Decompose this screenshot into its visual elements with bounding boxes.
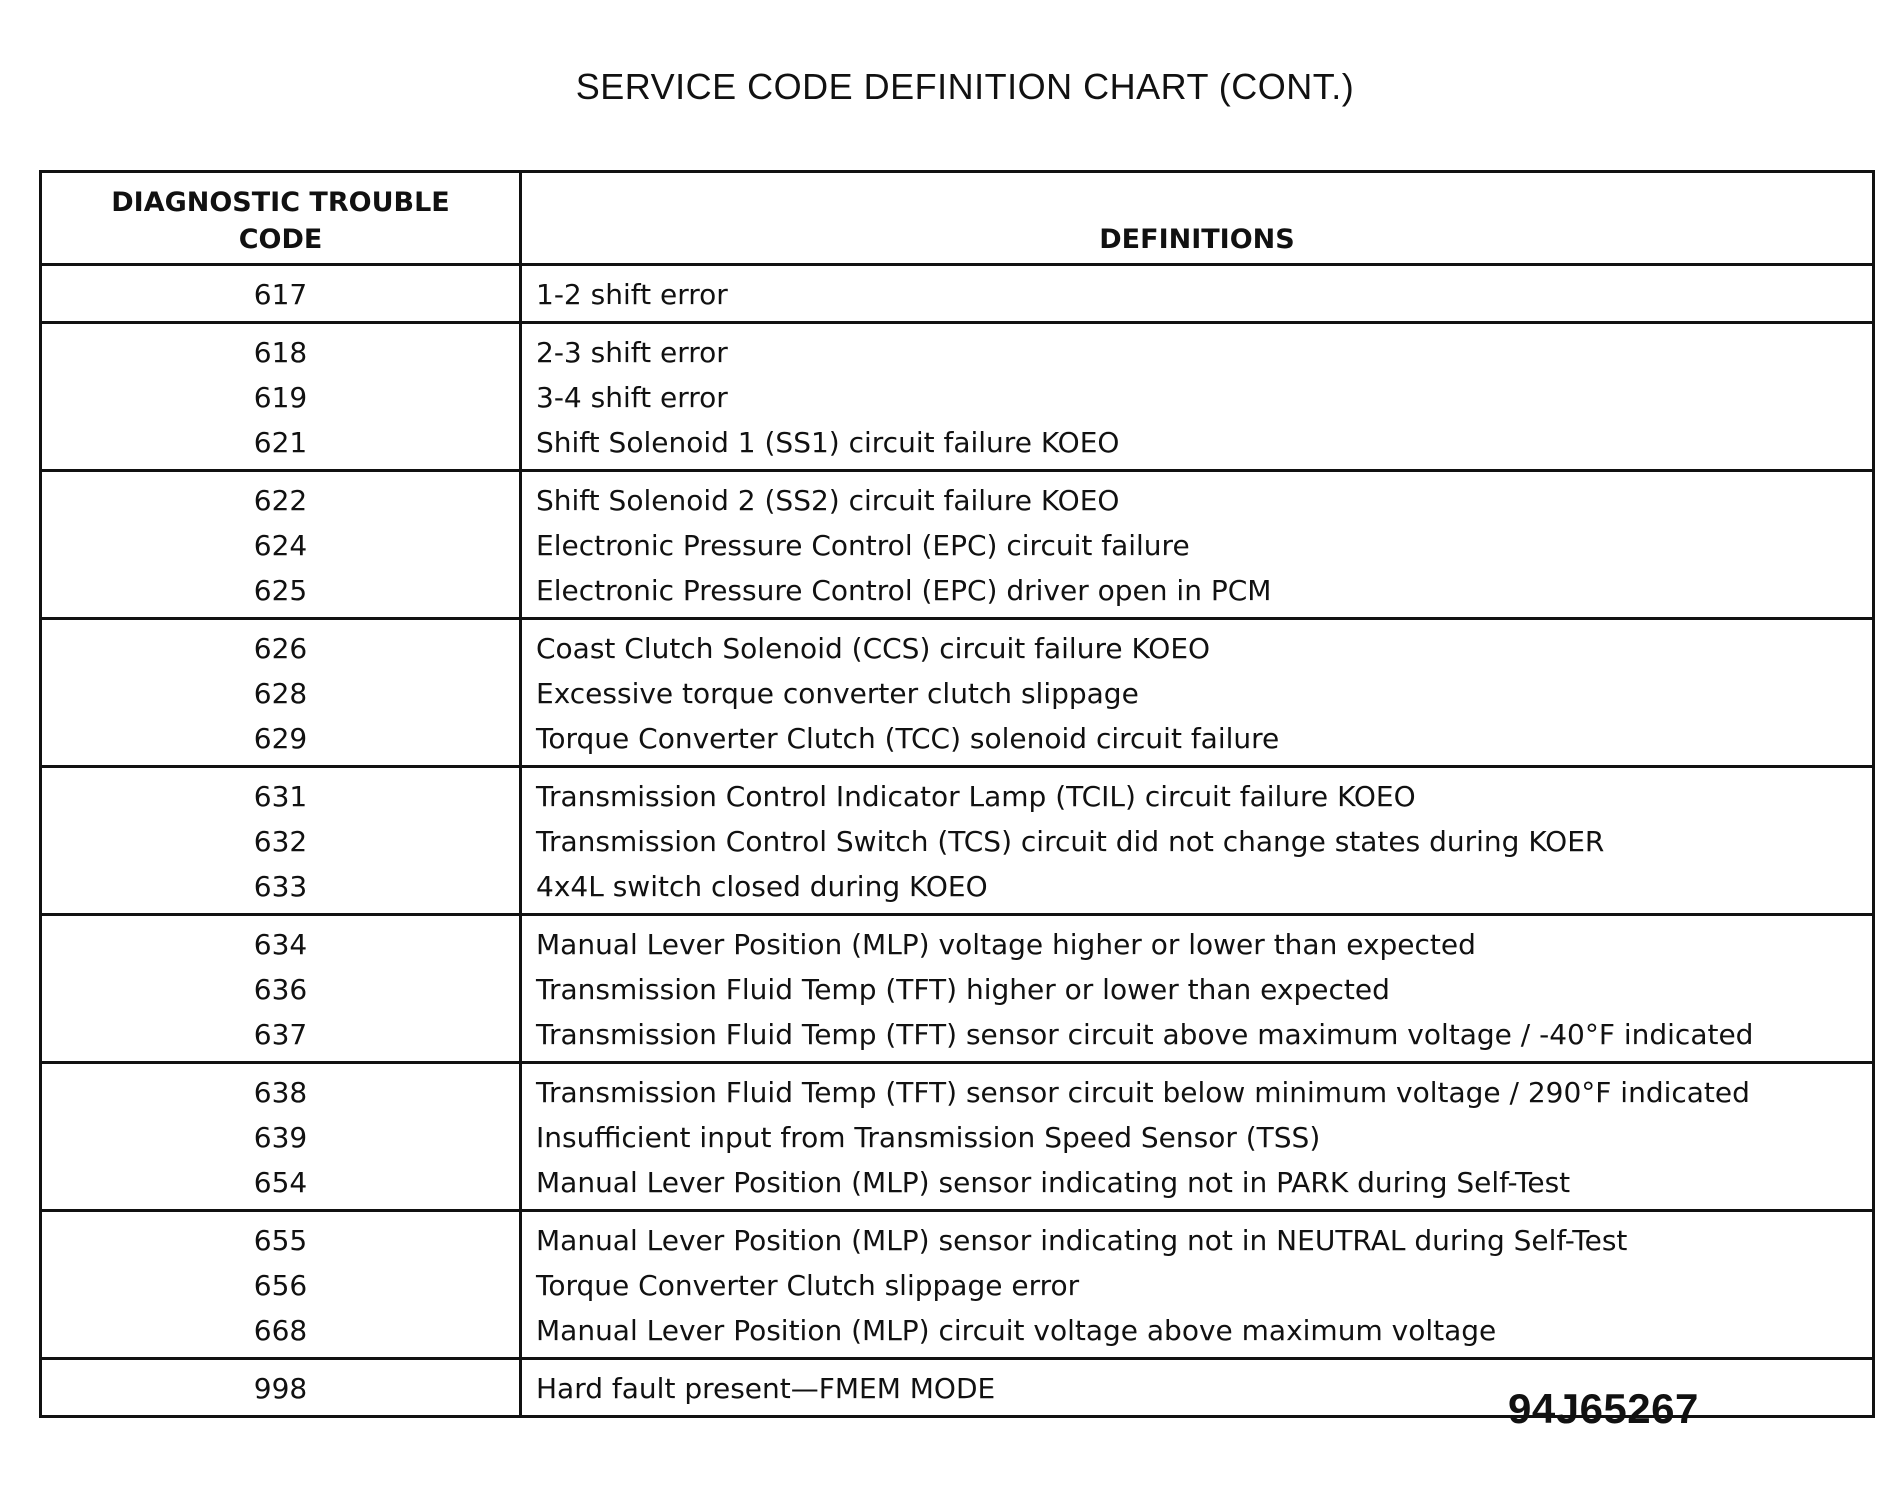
trouble-code-cell: 638	[41, 1063, 521, 1116]
table-row	[41, 1012, 1874, 1063]
definition-cell: Transmission Fluid Temp (TFT) higher or lower than expected	[521, 967, 1874, 1012]
trouble-code-cell: 621	[41, 420, 521, 471]
definition-cell: Shift Solenoid 1 (SS1) circuit failure KOEO	[521, 420, 1874, 471]
code-header-line2: CODE	[238, 224, 323, 255]
trouble-code-cell: 624	[41, 523, 521, 568]
trouble-code-cell: 625	[41, 568, 521, 619]
definition-cell: Torque Converter Clutch slippage error	[521, 1263, 1874, 1308]
table-row	[41, 819, 1874, 864]
trouble-code-cell: 637	[41, 1012, 521, 1063]
trouble-code-cell: 629	[41, 716, 521, 767]
table-row	[41, 265, 1874, 323]
trouble-code-cell: 618	[41, 323, 521, 376]
table-row	[41, 471, 1874, 524]
trouble-code-cell: 668	[41, 1308, 521, 1359]
table-row	[41, 375, 1874, 420]
table-row	[41, 1063, 1874, 1116]
trouble-code-cell: 622	[41, 471, 521, 524]
table-row	[41, 767, 1874, 820]
table-row	[41, 420, 1874, 471]
definition-cell: Manual Lever Position (MLP) sensor indicating not in NEUTRAL during Self-Test	[521, 1211, 1874, 1264]
trouble-code-cell: 636	[41, 967, 521, 1012]
definition-cell: Hard fault present—FMEM MODE	[521, 1359, 1874, 1417]
table-row	[41, 967, 1874, 1012]
trouble-code-cell: 656	[41, 1263, 521, 1308]
trouble-code-cell: 634	[41, 915, 521, 968]
definition-cell: Manual Lever Position (MLP) circuit voltage above maximum voltage	[521, 1308, 1874, 1359]
definition-cell: Torque Converter Clutch (TCC) solenoid circuit failure	[521, 716, 1874, 767]
definition-cell: Transmission Fluid Temp (TFT) sensor circuit above maximum voltage / -40°F indicated	[521, 1012, 1874, 1063]
trouble-code-cell: 998	[41, 1359, 521, 1417]
table-row	[41, 1308, 1874, 1359]
trouble-code-cell: 654	[41, 1160, 521, 1211]
definition-cell: Transmission Control Indicator Lamp (TCIL) circuit failure KOEO	[521, 767, 1874, 820]
code-header-line1: DIAGNOSTIC TROUBLE	[111, 187, 450, 218]
table-row	[41, 568, 1874, 619]
trouble-code-cell: 655	[41, 1211, 521, 1264]
definition-cell: Transmission Control Switch (TCS) circuit did not change states during KOER	[521, 819, 1874, 864]
definition-cell: 1-2 shift error	[521, 265, 1874, 323]
table-body	[41, 265, 1874, 1417]
definition-cell: 4x4L switch closed during KOEO	[521, 864, 1874, 915]
definition-cell: 2-3 shift error	[521, 323, 1874, 376]
trouble-code-cell: 632	[41, 819, 521, 864]
table-row	[41, 523, 1874, 568]
definition-cell: Manual Lever Position (MLP) voltage higher or lower than expected	[521, 915, 1874, 968]
trouble-code-cell: 617	[41, 265, 521, 323]
service-code-table	[39, 170, 1875, 1418]
table-row	[41, 1263, 1874, 1308]
code-column-header	[41, 172, 521, 265]
page-title: SERVICE CODE DEFINITION CHART (CONT.)	[575, 66, 1355, 107]
table-header-row	[41, 172, 1874, 265]
figure-id: 94J65267	[1508, 1385, 1699, 1432]
definition-cell: Excessive torque converter clutch slippage	[521, 671, 1874, 716]
trouble-code-cell: 626	[41, 619, 521, 672]
definition-cell: Shift Solenoid 2 (SS2) circuit failure KOEO	[521, 471, 1874, 524]
definition-cell: 3-4 shift error	[521, 375, 1874, 420]
table-row	[41, 864, 1874, 915]
trouble-code-cell: 628	[41, 671, 521, 716]
definition-cell: Electronic Pressure Control (EPC) driver open in PCM	[521, 568, 1874, 619]
table-row	[41, 323, 1874, 376]
table-row	[41, 1115, 1874, 1160]
table-row	[41, 716, 1874, 767]
table-row	[41, 915, 1874, 968]
table-row	[41, 1211, 1874, 1264]
table-row	[41, 1160, 1874, 1211]
trouble-code-cell: 619	[41, 375, 521, 420]
trouble-code-cell: 631	[41, 767, 521, 820]
definition-cell: Coast Clutch Solenoid (CCS) circuit failure KOEO	[521, 619, 1874, 672]
table-row	[41, 671, 1874, 716]
table-row	[41, 619, 1874, 672]
definition-cell: Electronic Pressure Control (EPC) circuit failure	[521, 523, 1874, 568]
definition-cell: Transmission Fluid Temp (TFT) sensor circuit below minimum voltage / 290°F indicated	[521, 1063, 1874, 1116]
definitions-column-header: DEFINITIONS	[521, 172, 1874, 265]
trouble-code-cell: 633	[41, 864, 521, 915]
trouble-code-cell: 639	[41, 1115, 521, 1160]
definition-cell: Insufficient input from Transmission Speed Sensor (TSS)	[521, 1115, 1874, 1160]
definition-cell: Manual Lever Position (MLP) sensor indicating not in PARK during Self-Test	[521, 1160, 1874, 1211]
